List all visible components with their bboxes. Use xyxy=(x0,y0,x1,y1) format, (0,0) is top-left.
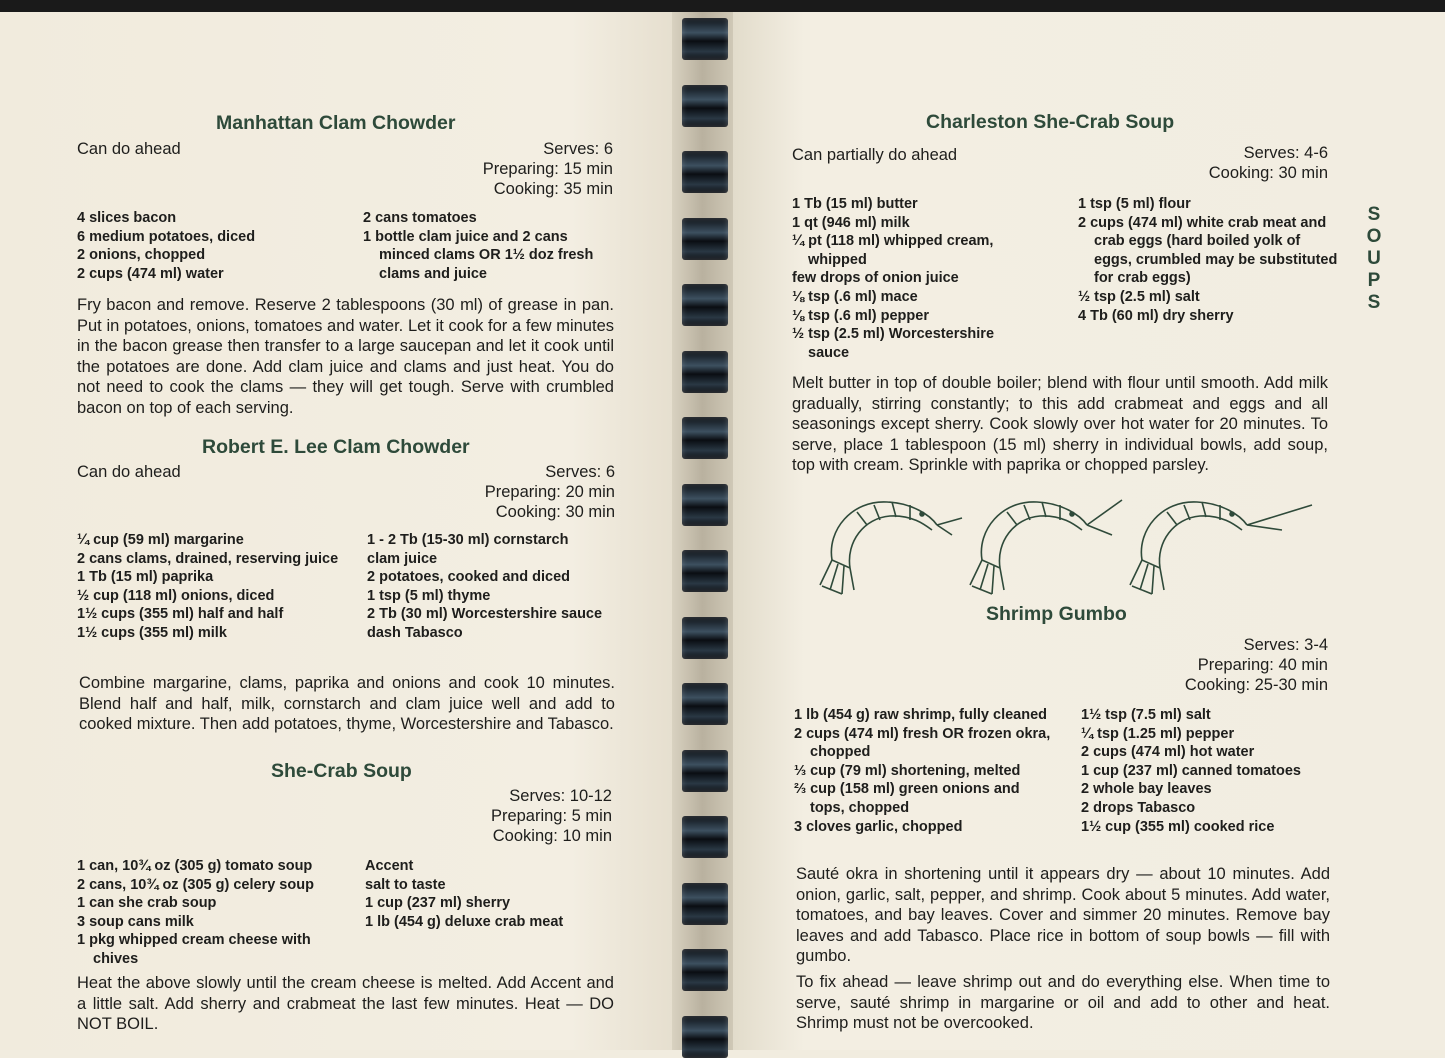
preparing-time: Preparing: 20 min xyxy=(484,483,615,501)
ingredient: 1 cup (237 ml) canned tomatoes xyxy=(1081,762,1301,779)
serves: Serves: 6 xyxy=(545,463,615,481)
binding-coil xyxy=(682,550,728,592)
recipe-times xyxy=(1068,635,1328,695)
recipe-directions: Sauté okra in shortening until it appears dry — about 10 minutes. Add onion, garlic, salt, pepper, and shrimp. Cook about 5 minutes. Add water, tomatoes, and bay leaves. Cover and simmer 20 minutes. Remove bay leaves and add Tabasco. Place rice in bottom of soup bowls — fill with gumbo. xyxy=(796,865,1330,965)
ingredients-right xyxy=(1081,706,1339,836)
cooking-time: Cooking: 35 min xyxy=(493,180,613,198)
cooking-time: Cooking: 30 min xyxy=(1208,164,1328,182)
recipe-title-robert-e-lee: Robert E. Lee Clam Chowder xyxy=(202,436,470,458)
top-edge xyxy=(0,0,1445,12)
ingredient: 2 cans clams, drained, reserving juice xyxy=(77,550,339,567)
ingredient: ¼ tsp (1.25 ml) pepper xyxy=(1081,725,1235,742)
ingredient: 2 onions, chopped xyxy=(77,247,206,264)
ingredient: Accent xyxy=(365,858,414,874)
recipe-note: Can do ahead xyxy=(77,463,181,481)
ingredients-left xyxy=(77,209,357,283)
ingredient: 4 Tb (60 ml) dry sherry xyxy=(1078,307,1234,324)
ingredient: 2 cups (474 ml) fresh OR frozen okra, chopped xyxy=(794,725,1051,761)
binding-coil xyxy=(682,949,728,991)
binding-coil xyxy=(682,750,728,792)
section-tab-letter: S xyxy=(1367,292,1381,313)
recipe-title-charleston: Charleston She-Crab Soup xyxy=(926,111,1175,133)
recipe-directions: Combine margarine, clams, paprika and onions and cook 10 minutes. Blend half and half, milk, cornstarch and clam juice well and add to cooked mixture. Then add potatoes, thyme, Worcestershire and Tabasco. xyxy=(79,674,615,733)
ingredient: 1 bottle clam juice and 2 cans minced clams OR 1½ doz fresh clams and juice xyxy=(363,228,594,282)
recipe-times xyxy=(355,462,615,522)
ingredient: 2 cups (474 ml) water xyxy=(77,265,224,282)
ingredients-right xyxy=(1078,195,1340,325)
binding-coil xyxy=(682,151,728,193)
binding-coil xyxy=(682,351,728,393)
binding-coil xyxy=(682,683,728,725)
shrimp-drawing-2 xyxy=(970,500,1122,594)
ingredient: 1 lb (454 g) deluxe crab meat xyxy=(365,913,564,930)
shrimp-illustration xyxy=(812,490,1332,610)
ingredient: 2 cans tomatoes xyxy=(363,210,477,226)
ingredients-left xyxy=(792,195,1032,362)
ingredient: ⅛ tsp (.6 ml) pepper xyxy=(792,307,929,324)
recipe-directions: Fry bacon and remove. Reserve 2 tablespoons (30 ml) of grease in pan. Put in potatoes, onions, tomatoes and water. Let it cook for a few minutes in the bacon grease then transfer to a large saucepan and let it cook until the potatoes are done. Add clam juice and clams and just heat. You do not need to cook the clams — they will get tough. Serve with crumbled bacon on top of each serving. xyxy=(77,296,614,417)
preparing-time: Preparing: 15 min xyxy=(482,160,613,178)
recipe-times xyxy=(353,139,613,199)
ingredient: ½ tsp (2.5 ml) Worcestershire sauce xyxy=(792,326,995,361)
ingredient: 1 pkg whipped cream cheese with chives xyxy=(77,932,311,967)
ingredient: ⅛ tsp (.6 ml) mace xyxy=(792,288,918,305)
ingredient: 6 medium potatoes, diced xyxy=(77,228,256,245)
ingredient: 1 Tb (15 ml) paprika xyxy=(77,569,214,586)
ingredient: 1 - 2 Tb (15-30 ml) cornstarch xyxy=(367,532,569,548)
ingredient: 1 can, 10¾ oz (305 g) tomato soup xyxy=(77,858,313,874)
serves: Serves: 3-4 xyxy=(1243,636,1328,654)
recipe-directions: Heat the above slowly until the cream cheese is melted. Add Accent and a little salt. Add sherry and crabmeat the last few minutes. Heat — DO NOT BOIL. xyxy=(77,974,614,1033)
ingredient: 2 potatoes, cooked and diced xyxy=(367,569,571,586)
ingredient: 1½ cup (355 ml) cooked rice xyxy=(1081,818,1275,835)
cooking-time: Cooking: 25-30 min xyxy=(1184,676,1328,694)
binding-coil xyxy=(682,1016,728,1058)
ingredient: 1 qt (946 ml) milk xyxy=(792,214,910,231)
ingredient: 2 Tb (30 ml) Worcestershire sauce xyxy=(367,606,603,623)
preparing-time: Preparing: 5 min xyxy=(490,807,612,825)
ingredient: 2 cans, 10¾ oz (305 g) celery soup xyxy=(77,876,314,893)
binding-coil xyxy=(682,484,728,526)
ingredient: ½ cup (118 ml) onions, diced xyxy=(77,587,275,604)
binding-coil xyxy=(682,284,728,326)
ingredient: ⅓ cup (79 ml) shortening, melted xyxy=(794,762,1021,779)
recipe-note: Can do ahead xyxy=(77,140,181,158)
ingredients-left xyxy=(794,706,1054,836)
ingredients-right xyxy=(363,209,615,283)
ingredient: 1½ cups (355 ml) half and half xyxy=(77,606,284,623)
binding-coil xyxy=(682,218,728,260)
preparing-time: Preparing: 40 min xyxy=(1197,656,1328,674)
ingredient: 2 cups (474 ml) white crab meat and crab eggs (hard boiled yolk of eggs, crumbled may be substituted for crab eggs) xyxy=(1078,214,1338,287)
section-tab-letter: U xyxy=(1367,248,1381,269)
serves: Serves: 6 xyxy=(543,140,613,158)
section-tab-letter: S xyxy=(1367,204,1381,225)
ingredient: ¼ cup (59 ml) margarine xyxy=(77,532,244,548)
ingredient: 1 tsp (5 ml) thyme xyxy=(367,587,491,604)
section-tab-letter: P xyxy=(1367,270,1381,291)
ingredient: clam juice xyxy=(367,550,438,567)
section-tab-soups xyxy=(1362,204,1386,314)
ingredient: 3 soup cans milk xyxy=(77,913,194,930)
ingredient: ¼ pt (118 ml) whipped cream, whipped xyxy=(792,233,994,268)
ingredient: salt to taste xyxy=(365,876,446,893)
cooking-time: Cooking: 10 min xyxy=(492,827,612,845)
binding-coil xyxy=(682,617,728,659)
shrimp-drawing-3 xyxy=(1130,502,1312,594)
ingredients-right xyxy=(367,531,617,643)
ingredient: ⅔ cup (158 ml) green onions and tops, chopped xyxy=(794,781,1020,816)
ingredient: 1 Tb (15 ml) butter xyxy=(792,196,918,212)
ingredient: 3 cloves garlic, chopped xyxy=(794,818,963,835)
serves: Serves: 10-12 xyxy=(509,787,612,805)
binding-coil xyxy=(682,816,728,858)
ingredient: 2 whole bay leaves xyxy=(1081,781,1212,798)
recipe-title-she-crab: She-Crab Soup xyxy=(271,760,412,782)
ingredient: 1½ cups (355 ml) milk xyxy=(77,624,227,641)
ingredient: ½ tsp (2.5 ml) salt xyxy=(1078,288,1200,305)
binding-coil xyxy=(682,883,728,925)
binding-coil xyxy=(682,417,728,459)
ingredient: 1 tsp (5 ml) flour xyxy=(1078,196,1191,212)
recipe-note: Can partially do ahead xyxy=(792,146,958,164)
ingredient: 1 cup (237 ml) sherry xyxy=(365,895,511,912)
recipe-title-shrimp-gumbo: Shrimp Gumbo xyxy=(986,603,1127,625)
ingredient: 1 can she crab soup xyxy=(77,895,217,912)
ingredients-left xyxy=(77,531,359,643)
ingredient: 2 drops Tabasco xyxy=(1081,799,1196,816)
recipe-directions: Melt butter in top of double boiler; blend with flour until smooth. Add milk gradually, stirring constantly; to this add crabmeat and eggs and all seasonings except sherry. Cook slowly over hot water for 20 minutes. To serve, place 1 tablespoon (15 ml) sherry in individual bowls, add soup, top with cream. Sprinkle with paprika or chopped parsley. xyxy=(792,374,1328,474)
ingredient: 1 lb (454 g) raw shrimp, fully cleaned xyxy=(794,707,1048,723)
recipe-tip: To fix ahead — leave shrimp out and do everything else. When time to serve, sauté shrimp in margarine or oil and add to other and heat. Shrimp must not be overcooked. xyxy=(796,973,1330,1032)
ingredient: few drops of onion juice xyxy=(792,270,959,287)
cooking-time: Cooking: 30 min xyxy=(495,503,615,521)
serves: Serves: 4-6 xyxy=(1243,144,1328,162)
ingredient: 2 cups (474 ml) hot water xyxy=(1081,744,1255,761)
binding-coil xyxy=(682,18,728,60)
binding-coil xyxy=(682,85,728,127)
section-tab-letter: O xyxy=(1366,226,1382,247)
recipe-times xyxy=(1068,143,1328,183)
ingredients-right xyxy=(365,857,615,931)
ingredient: dash Tabasco xyxy=(367,624,463,641)
recipe-times xyxy=(352,786,612,846)
recipe-title-manhattan: Manhattan Clam Chowder xyxy=(216,112,456,134)
ingredients-left xyxy=(77,857,359,969)
shrimp-drawing-1 xyxy=(820,502,962,594)
ingredient: 4 slices bacon xyxy=(77,210,177,226)
ingredient: 1½ tsp (7.5 ml) salt xyxy=(1081,707,1211,723)
